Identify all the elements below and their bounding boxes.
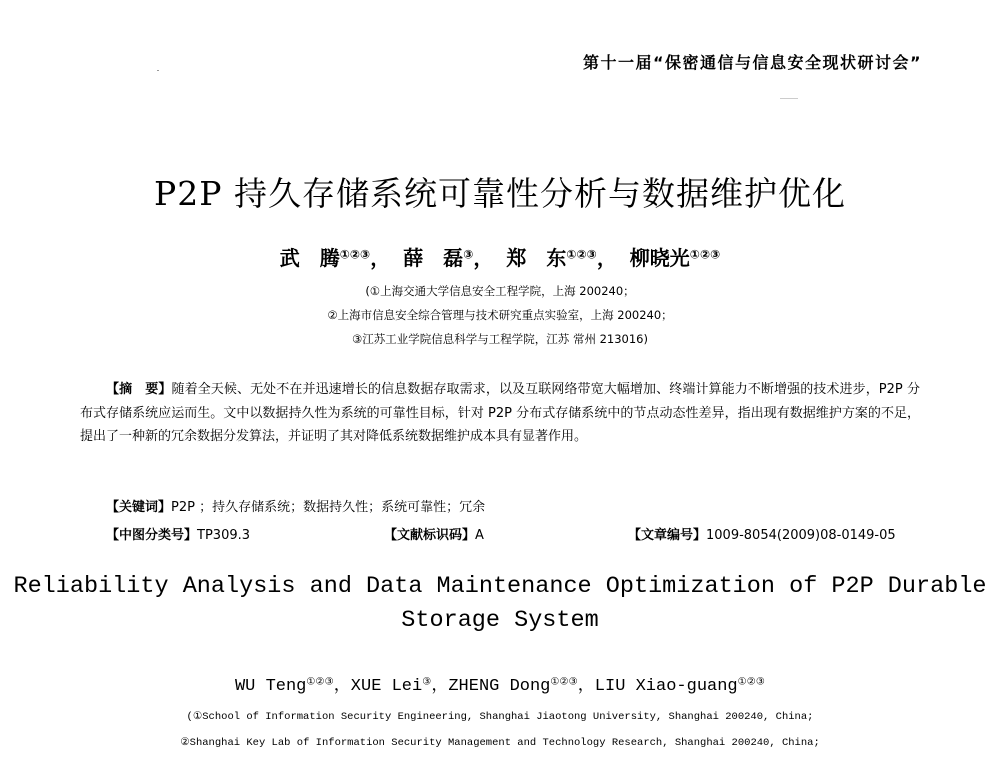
author-affiliation-marks: ①②③ (566, 247, 597, 262)
author-affiliation-marks: ①②③ (550, 677, 578, 689)
author-separator: ， (596, 246, 617, 270)
affiliation-en: (①School of Information Security Engineering, Shanghai Jiaotong University, Shanghai 200240, China; (186, 711, 814, 723)
scan-speck (157, 70, 159, 71)
affiliation-cn: ③江苏工业学院信息科学与工程学院，江苏 常州 213016) (351, 332, 648, 346)
author-affiliation-marks: ①②③ (689, 247, 721, 262)
article-number-label: 【文章编号】 (628, 528, 707, 543)
author-name: ZHENG Dong (448, 677, 551, 696)
clc-number (106, 524, 250, 543)
author-separator: ， (577, 677, 595, 696)
article-number-value: 1009-8054(2009)08-0149-05 (706, 528, 896, 543)
affiliation-cn: (①上海交通大学信息安全工程学院，上海 200240； (365, 284, 635, 298)
author-name: WU Teng (234, 677, 307, 696)
author-affiliation-marks: ①②③ (306, 677, 334, 689)
keywords-text: P2P ；持久存储系统；数据持久性；系统可靠性；冗余 (171, 500, 486, 515)
affiliation-cn: ②上海市信息安全综合管理与技术研究重点实验室，上海 200240； (327, 308, 673, 322)
scan-speck (780, 98, 798, 99)
clc-label: 【中图分类号】 (106, 528, 198, 543)
document-code-value: A (475, 528, 484, 543)
author-affiliation-marks: ③ (463, 247, 474, 262)
author-affiliation-marks: ③ (422, 677, 432, 689)
document-code-label: 【文献标识码】 (384, 528, 476, 543)
author-separator: ， (473, 246, 494, 270)
conference-header: 第十一届“保密通信与信息安全现状研讨会” (582, 53, 922, 72)
keywords-label: 【关键词】 (106, 500, 172, 515)
author-separator: ， (333, 677, 351, 696)
author-list-cn (0, 242, 1000, 271)
author-list-en (0, 670, 1000, 696)
affiliation-en: ②Shanghai Key Lab of Information Security Management and Technology Research, Shanghai 200240, China; (180, 737, 820, 749)
author-name: XUE Lei (350, 677, 423, 696)
abstract-label: 【摘 要】 (106, 382, 172, 397)
document-code (384, 524, 484, 543)
author-name: 郑 东 (506, 246, 567, 270)
clc-value: TP309.3 (197, 528, 251, 543)
abstract-text: 随着全天候、无处不在并迅速增长的信息数据存取需求，以及互联网络带宽大幅增加、终端计算能力不断增强的技术进步，P2P 分布式存储系统应运而生。文中以数据持久性为系统的可靠性目标，针对 P2P 分布式存储系统中的节点动态性差异，指出现有数据维护方案的不足，提出了一种新的冗余数据分发算法，并证明了其对降低系统数据维护成本具有显著作用。 (80, 382, 920, 444)
author-name: 柳晓光 (629, 246, 690, 270)
paper-title-cn: P2P 持久存储系统可靠性分析与数据维护优化 (154, 174, 846, 213)
paper-title-en: Reliability Analysis and Data Maintenance Optimization of P2P Durable Storage System (13, 573, 987, 634)
article-number (628, 524, 896, 543)
keywords-cn (106, 496, 485, 515)
author-affiliation-marks: ①②③ (737, 677, 766, 689)
author-affiliation-marks: ①②③ (339, 247, 371, 262)
author-name: LIU Xiao-guang (594, 677, 738, 696)
author-name: 武 腾 (279, 246, 340, 270)
author-separator: ， (431, 677, 449, 696)
author-separator: ， (370, 246, 391, 270)
author-name: 薛 磊 (403, 246, 464, 270)
abstract-cn (80, 378, 920, 449)
